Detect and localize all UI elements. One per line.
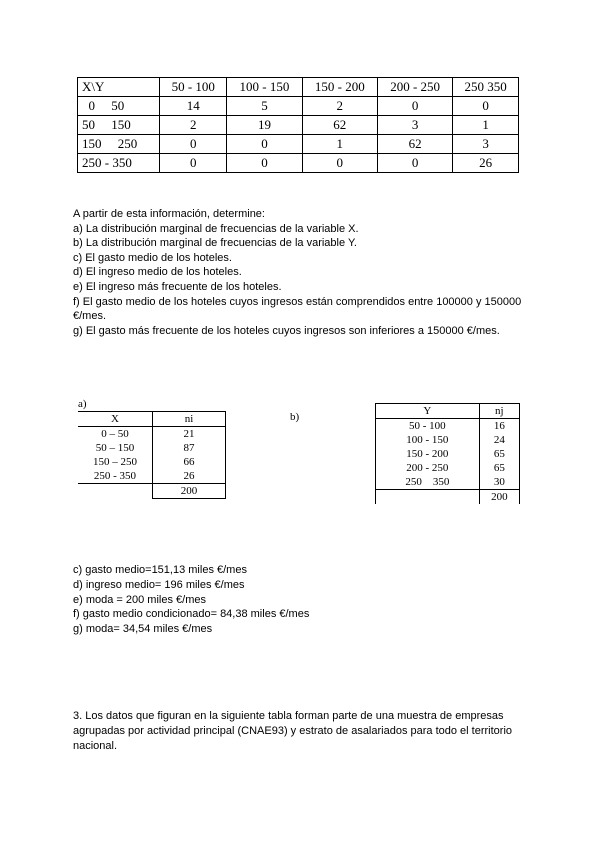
table-cell: 250 - 350 [78,469,152,484]
header-cell: 150 - 200 [302,78,377,97]
table-cell: 26 [453,154,519,173]
header-cell: ni [152,412,225,427]
answer-item: e) moda = 200 miles €/mes [73,594,206,606]
row-label: 250 - 350 [78,154,160,173]
table-row [78,116,519,135]
table-cell: 250 350 [376,475,480,490]
question-item: g) El gasto más frecuente de los hoteles cuyos ingresos son inferiores a 150000 €/mes. [73,325,500,337]
marginal-x-table [78,411,226,499]
table-cell: 2 [302,97,377,116]
header-cell: X [78,412,152,427]
table-cell [376,490,480,505]
table-cell: 16 [479,419,519,434]
table-cell: 0 [377,97,452,116]
table-cell: 65 [479,447,519,461]
table-row [78,427,226,442]
table-cell: 0 [160,135,227,154]
table-cell: 87 [152,441,225,455]
table-cell: 150 – 250 [78,455,152,469]
table-row [376,461,520,475]
table-cell: 5 [227,97,302,116]
question-item: a) La distribución marginal de frecuencias de la variable X. [73,223,359,235]
table-cell: 0 [302,154,377,173]
question-item: f) El gasto medio de los hoteles cuyos ingresos están comprendidos entre 100000 y 150000 [73,296,522,308]
answer-item: d) ingreso medio= 196 miles €/mes [73,579,245,591]
table-cell: 62 [377,135,452,154]
contingency-table [77,77,519,173]
table-cell: 30 [479,475,519,490]
table-cell: 0 [377,154,452,173]
table-row [376,447,520,461]
table-cell: 21 [152,427,225,442]
table-total-row [78,484,226,499]
answer-item: c) gasto medio=151,13 miles €/mes [73,564,247,576]
table-cell: 26 [152,469,225,484]
table-cell: 50 - 100 [376,419,480,434]
header-cell: X\Y [78,78,160,97]
table-cell: 19 [227,116,302,135]
table-row [78,97,519,116]
total-cell: 200 [152,484,225,499]
question-item: e) El ingreso más frecuente de los hoteles. [73,281,282,293]
table-cell [78,484,152,499]
table-cell: 62 [302,116,377,135]
table-cell: 1 [453,116,519,135]
table-cell: 0 [227,135,302,154]
table-total-row [376,490,520,505]
question-item: d) El ingreso medio de los hoteles. [73,266,242,278]
row-label: 0 50 [78,97,160,116]
table-row [376,433,520,447]
table-cell: 65 [479,461,519,475]
question-item: €/mes. [73,310,107,322]
header-cell: 200 - 250 [377,78,452,97]
table-header-row [78,412,226,427]
table-row [376,419,520,434]
table-cell: 24 [479,433,519,447]
header-cell: nj [479,404,519,419]
total-cell: 200 [479,490,519,505]
table-row [376,475,520,490]
table-cell: 14 [160,97,227,116]
table-row [78,441,226,455]
question-item: b) La distribución marginal de frecuencias de la variable Y. [73,237,357,249]
table-cell: 0 [453,97,519,116]
table-row [78,455,226,469]
table-row [78,469,226,484]
table-cell: 200 - 250 [376,461,480,475]
table-cell: 150 - 200 [376,447,480,461]
header-cell: 250 350 [453,78,519,97]
answer-item: g) moda= 34,54 miles €/mes [73,623,213,635]
question-item: c) El gasto medio de los hoteles. [73,252,232,264]
exercise-3-text: 3. Los datos que figuran en la siguiente tabla forman parte de una muestra de empresas agrupadas por actividad principal (CNAE93) y estrato de asalariados para todo el territorio nacional. [73,710,513,752]
table-cell: 2 [160,116,227,135]
table-header-row [376,404,520,419]
table-cell: 100 - 150 [376,433,480,447]
table-cell: 0 [160,154,227,173]
header-cell: 100 - 150 [227,78,302,97]
table-cell: 66 [152,455,225,469]
table-cell: 3 [453,135,519,154]
table-cell: 0 [227,154,302,173]
header-cell: Y [376,404,480,419]
table-row [78,154,519,173]
table-cell: 50 – 150 [78,441,152,455]
marginal-y-table [375,403,520,504]
table-row [78,135,519,154]
header-cell: 50 - 100 [160,78,227,97]
table-cell: 0 – 50 [78,427,152,442]
table-y-label: b) [290,411,300,423]
table-cell: 3 [377,116,452,135]
questions-intro: A partir de esta información, determine: [73,208,265,220]
table-header-row [78,78,519,97]
answer-item: f) gasto medio condicionado= 84,38 miles €/mes [73,608,310,620]
table-cell: 1 [302,135,377,154]
row-label: 150 250 [78,135,160,154]
table-x-label: a) [78,398,87,410]
row-label: 50 150 [78,116,160,135]
